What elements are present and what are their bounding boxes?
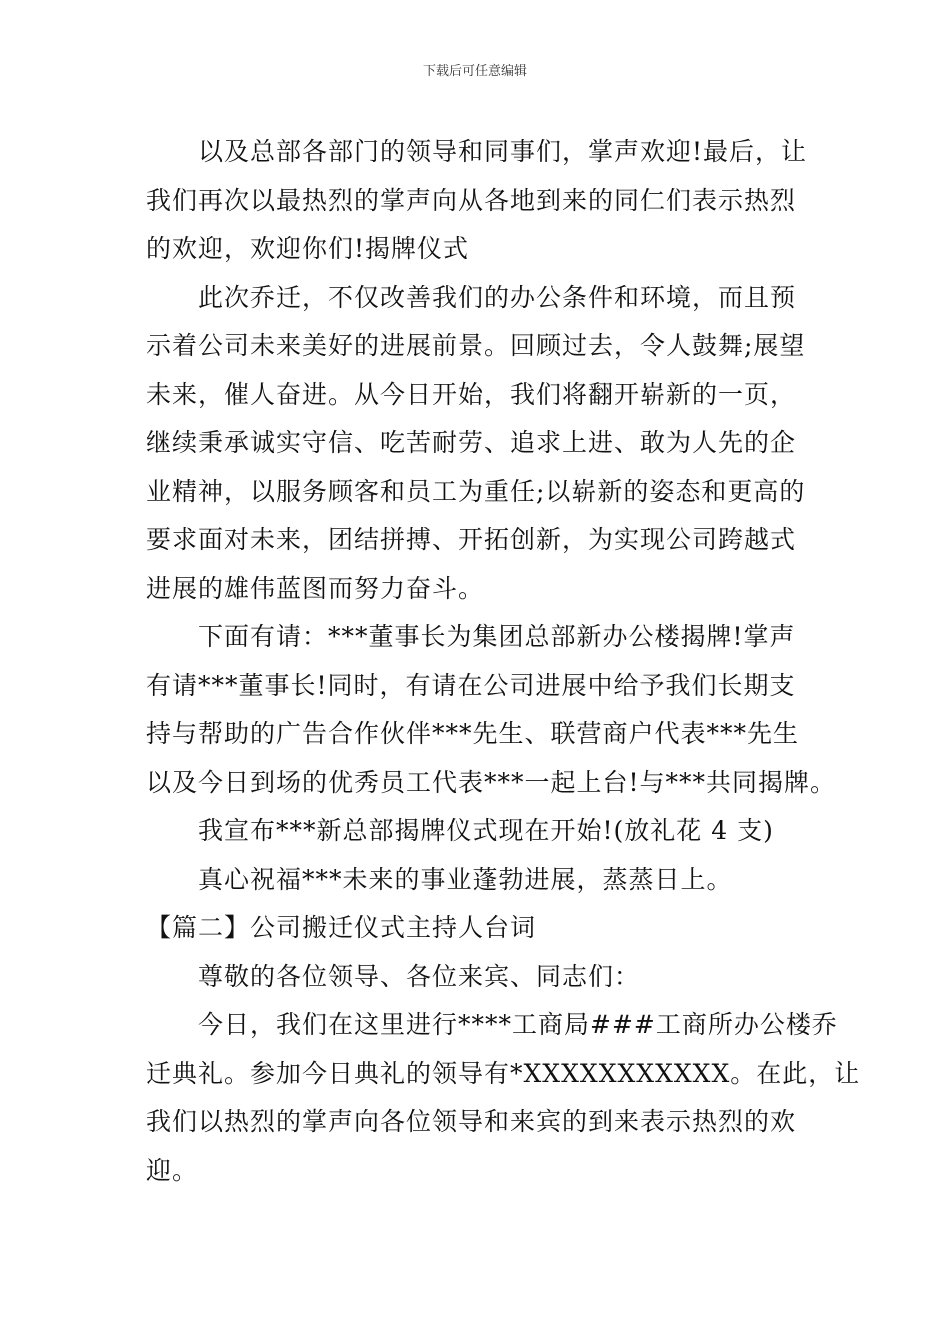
text-line: 有请***董事长!同时，有请在公司进展中给予我们长期支 [146,670,796,700]
text-line: 今日，我们在这里进行****工商局###工商所办公楼乔 [198,1010,838,1039]
paragraph-5 [146,856,816,905]
document-body [146,128,861,1195]
text-line: 继续秉承诚实守信、吃苦耐劳、追求上进、敢为人先的企 [146,428,797,457]
text-line: 尊敬的各位领导、各位来宾、同志们： [198,961,641,991]
text-line: 我宣布***新总部揭牌仪式现在开始!(放礼花 4 支) [198,816,774,845]
paragraph-2 [146,274,816,614]
paragraph-4 [146,807,816,856]
paragraph-8 [146,1001,861,1195]
text-line: 下面有请：***董事长为集团总部新办公楼揭牌!掌声 [198,622,796,651]
text-line: 未来，催人奋进。从今日开始，我们将翻开崭新的一页， [146,379,797,409]
text-line: 持与帮助的广告合作伙伴***先生、联营商户代表***先生 [146,719,800,748]
text-line: 要求面对未来，团结拼搏、开拓创新，为实现公司跨越式 [146,525,797,554]
text-line: 业精神，以服务顾客和员工为重任;以崭新的姿态和更高的 [146,476,806,506]
text-line: 以及总部各部门的领导和同事们，掌声欢迎!最后，让 [198,137,808,166]
paragraph-salutation [146,953,816,1002]
paragraph-1 [146,128,816,274]
text-line: 迎。 [146,1155,199,1185]
text-line: 此次乔迁，不仅改善我们的办公条件和环境，而且预 [198,282,797,312]
page-header: 下载后可任意编辑 [422,64,527,79]
text-line: 示着公司未来美好的进展前景。回顾过去，令人鼓舞;展望 [146,331,806,360]
text-line: 我们再次以最热烈的掌声向从各地到来的同仁们表示热烈 [146,185,797,215]
text-line: 的欢迎，欢迎你们!揭牌仪式 [146,234,470,263]
section-heading [146,904,816,953]
text-line: 我们以热烈的掌声向各位领导和来宾的到来表示热烈的欢 [146,1107,797,1136]
paragraph-3 [146,613,837,807]
text-line: 迁典礼。参加今日典礼的领导有*XXXXXXXXXXX。在此，让 [146,1058,861,1088]
text-line: 进展的雄伟蓝图而努力奋斗。 [146,573,485,603]
text-line: 以及今日到场的优秀员工代表***一起上台!与***共同揭牌。 [146,767,837,797]
text-line: 真心祝福***未来的事业蓬勃进展，蒸蒸日上。 [198,864,733,894]
heading-line: 【篇二】公司搬迁仪式主持人台词 [146,913,537,942]
